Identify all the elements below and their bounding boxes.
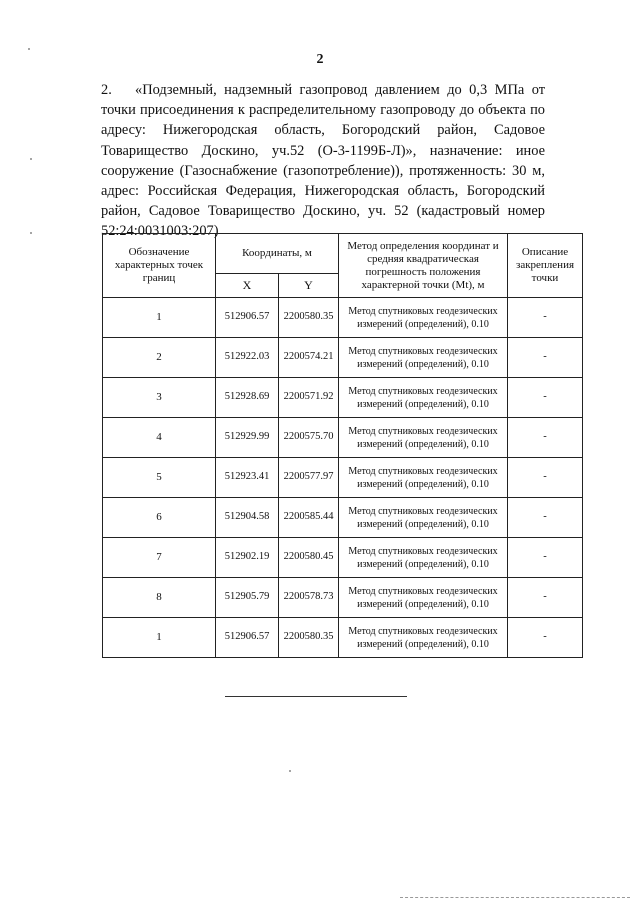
cell-point: 1 [103,298,216,338]
cell-x: 512923.41 [216,458,279,498]
cell-fixing: - [508,298,583,338]
object-description-paragraph [101,80,545,242]
cell-point: 2 [103,338,216,378]
cell-x: 512928.69 [216,378,279,418]
header-point: Обозначение характерных точек границ [103,234,216,298]
cell-fixing: - [508,458,583,498]
cell-point: 5 [103,458,216,498]
cell-x: 512906.57 [216,298,279,338]
table-row [103,298,583,338]
scan-speck [30,158,32,160]
table-row [103,618,583,658]
cell-fixing: - [508,578,583,618]
scan-speck [30,232,32,234]
coordinates-table [102,233,583,658]
table-row [103,498,583,538]
cell-point: 3 [103,378,216,418]
cell-y: 2200585.44 [279,498,339,538]
table-row [103,538,583,578]
cell-y: 2200574.21 [279,338,339,378]
table-row [103,458,583,498]
cell-method: Метод спутниковых геодезических измерений (определений), 0.10 [339,338,508,378]
cell-x: 512906.57 [216,618,279,658]
cell-fixing: - [508,538,583,578]
footer-divider [225,696,407,697]
cell-y: 2200575.70 [279,418,339,458]
cell-y: 2200580.35 [279,298,339,338]
cell-fixing: - [508,338,583,378]
scan-speck [289,770,291,772]
cell-method: Метод спутниковых геодезических измерений (определений), 0.10 [339,298,508,338]
header-fixing: Описание закрепления точки [508,234,583,298]
cell-fixing: - [508,418,583,458]
cell-fixing: - [508,498,583,538]
cell-y: 2200578.73 [279,578,339,618]
cell-y: 2200580.45 [279,538,339,578]
table-row [103,578,583,618]
table-row [103,338,583,378]
cell-method: Метод спутниковых геодезических измерений (определений), 0.10 [339,578,508,618]
cell-y: 2200577.97 [279,458,339,498]
cell-x: 512929.99 [216,418,279,458]
cell-x: 512902.19 [216,538,279,578]
header-method: Метод определения координат и средняя квадратическая погрешность положения характерной точки (Mt), м [339,234,508,298]
item-number: 2. [101,82,112,98]
cell-method: Метод спутниковых геодезических измерений (определений), 0.10 [339,498,508,538]
table-row [103,378,583,418]
cell-x: 512904.58 [216,498,279,538]
cell-y: 2200580.35 [279,618,339,658]
table-row [103,418,583,458]
cell-fixing: - [508,618,583,658]
header-y: Y [279,274,339,298]
cell-fixing: - [508,378,583,418]
cell-point: 7 [103,538,216,578]
cell-method: Метод спутниковых геодезических измерений (определений), 0.10 [339,458,508,498]
cell-point: 6 [103,498,216,538]
cell-point: 8 [103,578,216,618]
cell-point: 1 [103,618,216,658]
cell-method: Метод спутниковых геодезических измерений (определений), 0.10 [339,418,508,458]
cell-x: 512922.03 [216,338,279,378]
object-description-text: «Подземный, надземный газопровод давлением до 0,3 МПа от точки присоединения к распределительному газопроводу до объекта по адресу: Нижегородская область, Богородский район, Садовое Товарищество Доскино, уч.52 (О-3-1199Б-Л)», назначение: иное сооружение (Газоснабжение (газопотребление)), протяженность: 30 м, адрес: Российская Федерация, Нижегородская область, Богородский район, Садовое Товарищество Доскино, уч. 52 (кадастровый номер 52:24:0031003:207) [101,82,545,240]
cell-method: Метод спутниковых геодезических измерений (определений), 0.10 [339,378,508,418]
header-x: X [216,274,279,298]
scan-edge-line [400,897,630,898]
cell-point: 4 [103,418,216,458]
page-number: 2 [316,52,324,67]
cell-method: Метод спутниковых геодезических измерений (определений), 0.10 [339,618,508,658]
cell-y: 2200571.92 [279,378,339,418]
cell-method: Метод спутниковых геодезических измерений (определений), 0.10 [339,538,508,578]
scan-speck [28,48,30,50]
cell-x: 512905.79 [216,578,279,618]
header-coordinates: Координаты, м [216,234,339,274]
